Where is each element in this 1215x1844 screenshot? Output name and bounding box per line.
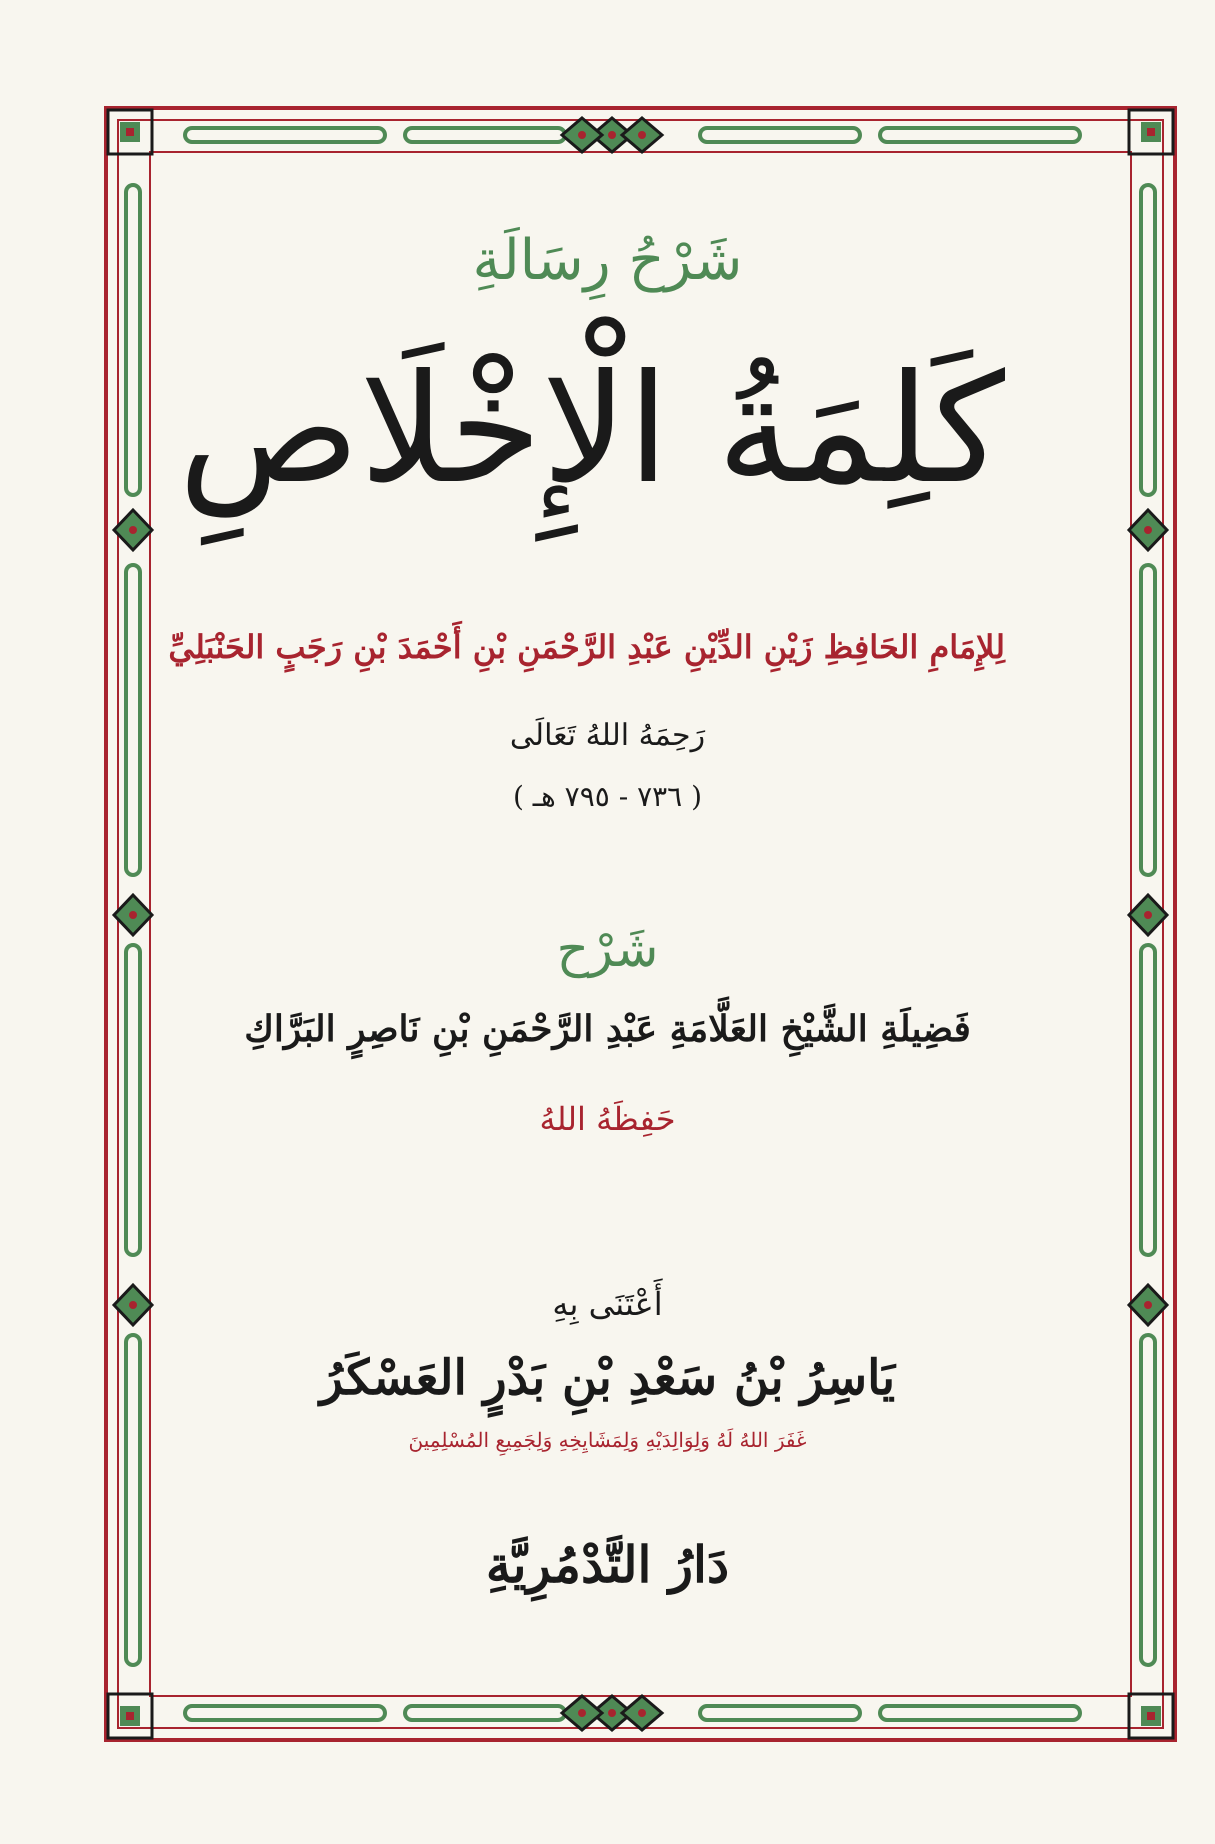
commentator-name: فَضِيلَةِ الشَّيْخِ العَلَّامَةِ عَبْدِ الرَّحْمَنِ بْنِ نَاصِرٍ البَرَّاكِ [244, 1008, 971, 1050]
editor-name: يَاسِرُ بْنُ سَعْدِ بْنِ بَدْرٍ العَسْكَرُ [319, 1350, 896, 1406]
author-dates: ( ٧٣٦ - ٧٩٥ هـ ) [512, 780, 703, 813]
editor-prayer: غَفَرَ اللهُ لَهُ وَلِوَالِدَيْهِ وَلِمَشَايِخِهِ وَلِجَمِيعِ المُسْلِمِينَ [408, 1428, 807, 1452]
commentary-label: شَرْح [556, 920, 659, 978]
editor-label: أَعْتَنَى بِهِ [552, 1285, 663, 1323]
publisher-name: دَارُ التَّدْمُرِيَّةِ [485, 1535, 730, 1594]
main-title: كَلِمَةُ الْإِخْلَاصِ [178, 343, 1005, 517]
author-prayer: رَحِمَهُ اللهُ تَعَالَى [509, 718, 706, 753]
title-block [168, 200, 1005, 1740]
commentator-prayer: حَفِظَهُ اللهُ [539, 1100, 676, 1138]
title-prefix: شَرْحُ رِسَالَةِ [472, 228, 743, 293]
author-name: لِلإِمَامِ الحَافِظِ زَيْنِ الدِّيْنِ عَبْدِ الرَّحْمَنِ بْنِ أَحْمَدَ بْنِ رَجَبٍ الحَنْبَلِيِّ [168, 628, 1005, 666]
